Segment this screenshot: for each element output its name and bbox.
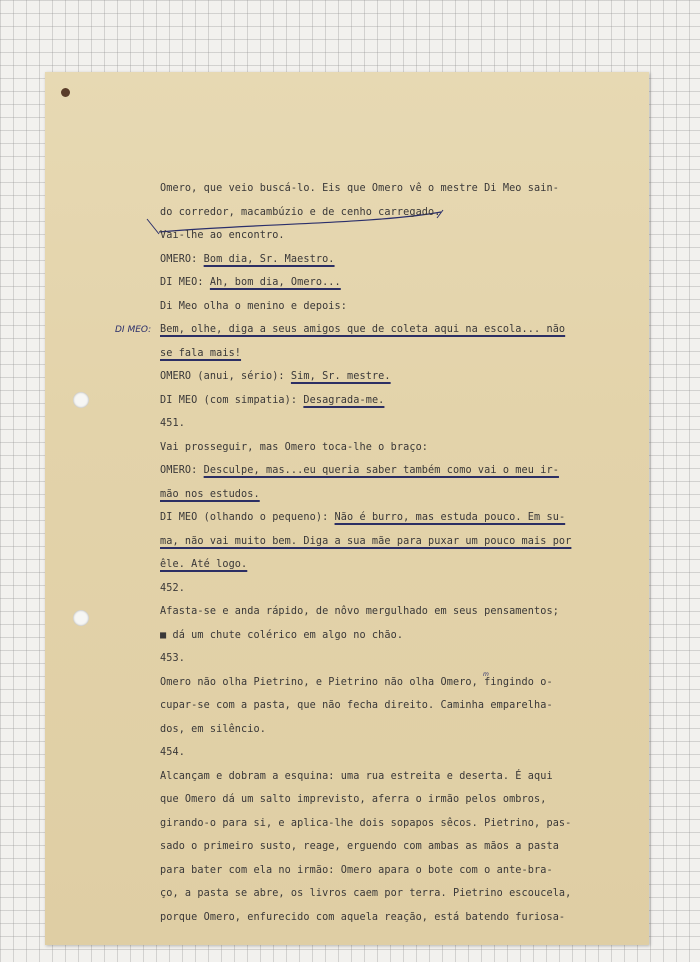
underlined-dialogue: Sim, Sr. mestre.: [290, 371, 391, 382]
text-line: [160, 694, 580, 718]
margin-annotation: DI MEO:: [115, 325, 152, 335]
text-line: [160, 577, 580, 601]
text-line: [160, 671, 580, 695]
underlined-dialogue: se fala mais!: [160, 347, 242, 359]
text-segment: DI MEO:: [160, 277, 210, 288]
underlined-dialogue: Desagrada-me.: [303, 394, 385, 406]
text-line: [160, 859, 580, 883]
text-segment: Di Meo olha o menino e depois:: [160, 300, 348, 312]
text-segment: sado o primeiro susto, reage, erguendo com ambas as mãos a pasta: [160, 841, 559, 852]
text-segment: Vai-lhe ao encontro.: [160, 230, 285, 241]
text-segment: Afasta-se e anda rápido, de nôvo mergulhado em seus pensamentos;: [160, 606, 559, 617]
text-line: [160, 882, 580, 906]
text-segment: 451.: [160, 418, 185, 429]
typed-body-text: [160, 177, 580, 929]
text-line: [160, 436, 580, 460]
pen-line-stroke: [147, 219, 159, 234]
text-segment: Vai prosseguir, mas Omero toca-lhe o braço:: [160, 441, 429, 453]
text-segment: girando-o para si, e aplica-lhe dois sopapos sêcos. Pietrino, pas-: [160, 817, 572, 829]
text-segment: 454.: [160, 747, 185, 758]
text-line: [160, 553, 580, 577]
text-segment: DI MEO (olhando o pequeno):: [160, 512, 335, 523]
text-line: [160, 271, 580, 295]
text-line: [160, 295, 580, 319]
text-line: [160, 365, 580, 389]
text-line: [160, 224, 580, 248]
text-segment: DI MEO (com simpatia):: [160, 394, 304, 406]
underlined-dialogue: ma, não vai muito bem. Diga a sua mãe para puxar um pouco mais por: [160, 535, 572, 547]
text-line: [160, 600, 580, 624]
text-line: [160, 389, 580, 413]
text-segment: porque Omero, enfurecido com aquela reação, está batendo furiosa-: [160, 911, 566, 923]
small-pen-annotation: m: [483, 671, 489, 678]
text-line: [160, 342, 580, 366]
text-line: [160, 741, 580, 765]
text-line: [160, 718, 580, 742]
text-segment: do corredor, macambúzio e de cenho carregado.: [160, 206, 441, 218]
text-segment: Omero, que veio buscá-lo. Eis que Omero vê o mestre Di Meo sain-: [160, 183, 559, 194]
text-line: [160, 201, 580, 225]
text-segment: dos, em silêncio.: [160, 723, 266, 735]
text-segment: cupar-se com a pasta, que não fecha direito. Caminha emparelha-: [160, 700, 553, 711]
text-line: [160, 835, 580, 859]
text-segment: que Omero dá um salto imprevisto, aferra o irmão pelos ombros,: [160, 794, 547, 805]
underlined-dialogue: Não é burro, mas estuda pouco. Em su-: [334, 512, 566, 523]
underlined-dialogue: Bom dia, Sr. Maestro.: [203, 253, 335, 265]
text-line: [160, 812, 580, 836]
text-line: [160, 624, 580, 648]
text-line: [160, 459, 580, 483]
text-segment: OMERO:: [160, 253, 204, 265]
text-segment: Alcançam e dobram a esquina: uma rua estreita e deserta. É aqui: [160, 770, 553, 782]
text-line: [160, 906, 580, 930]
text-segment: 453.: [160, 653, 185, 664]
text-line: [160, 647, 580, 671]
text-line: [160, 788, 580, 812]
text-segment: OMERO (anui, sério):: [160, 371, 291, 382]
underlined-dialogue: Desculpe, mas...eu queria saber também como vai o meu ir-: [203, 465, 559, 476]
text-line: [160, 530, 580, 554]
text-line: [160, 765, 580, 789]
text-segment: ■ dá um chute colérico em algo no chão.: [160, 629, 404, 641]
text-segment: 452.: [160, 582, 185, 594]
text-segment: para bater com ela no irmão: Omero apara o bote com o ante-bra-: [160, 864, 553, 876]
text-line: [160, 483, 580, 507]
underlined-dialogue: Ah, bom dia, Omero...: [209, 277, 341, 288]
typescript-page: [45, 72, 649, 945]
text-line: [160, 412, 580, 436]
underlined-dialogue: mão nos estudos.: [160, 488, 260, 500]
text-segment: OMERO:: [160, 465, 204, 476]
text-line: [160, 177, 580, 201]
text-segment: Omero não olha Pietrino, e Pietrino não olha Omero, fingindo o-: [160, 676, 553, 688]
text-line: [160, 506, 580, 530]
text-segment: ço, a pasta se abre, os livros caem por terra. Pietrino escoucela,: [160, 888, 572, 899]
underlined-dialogue: êle. Até logo.: [160, 559, 248, 570]
text-line: [160, 248, 580, 272]
underlined-dialogue: Bem, olhe, diga a seus amigos que de coleta aqui na escola... não: [160, 324, 566, 335]
text-line: [160, 318, 580, 342]
